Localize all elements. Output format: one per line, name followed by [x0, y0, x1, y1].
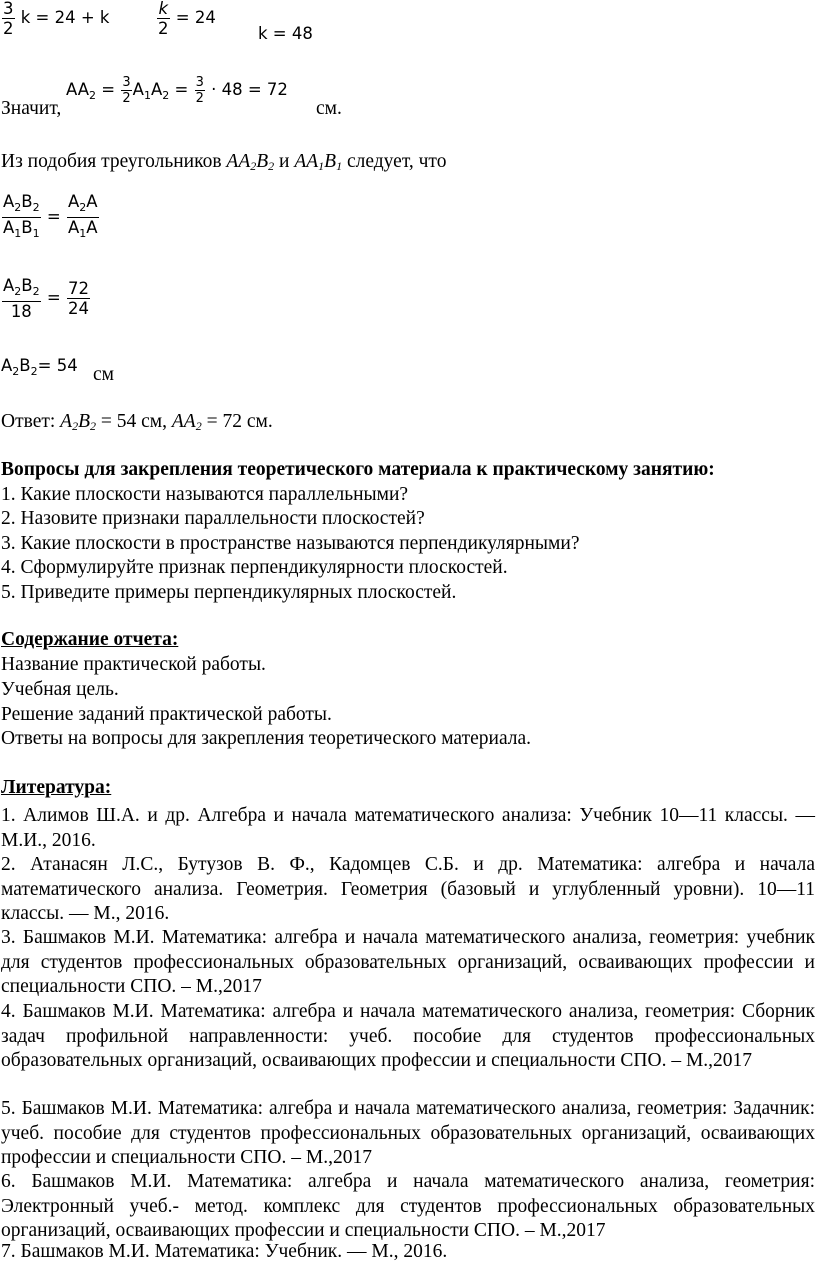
equation-k-2 [156, 0, 216, 37]
proportion-2: $\frac{A_2B_2}{18}$ = $\frac{72}{24}$ [3, 276, 89, 321]
therefore-formula: $AA_2$ = $\frac{3}{2}$ $A_1A_2$ = $\frac{3}{2}$ · 48 = 72 [66, 75, 288, 106]
literature-item-6: 6. Башмаков М.И. Математика: алгебра и начала математического анализа, геометрия: Электронный учеб.- метод. комплекс для студентов профессиональных образовательных организаций, осваивающих профессии и специальности СПО. – М.,2017 [1, 1171, 815, 1241]
fraction-3-2-small-2: $\frac{3}{2}$ [195, 75, 204, 106]
literature-item-2: 2. Атанасян Л.С., Бутузов В. Ф., Кадомцев С.Б. и др. Математика: алгебра и начала математического анализа. Геометрия. Геометрия (базовый и углубленный уровни). 10—11 классы. — М., 2016. [1, 854, 815, 924]
report-item: Решение заданий практической работы. [1, 704, 332, 725]
question-item: 4. Сформулируйте признак перпендикулярности плоскостей. [1, 557, 508, 578]
result-unit: см [93, 364, 114, 385]
fraction-3-2: $\frac{3}{2}$ [3, 0, 14, 38]
literature-item-4: 4. Башмаков М.И. Математика: алгебра и начала математического анализа, геометрия: Сборник задач профильной направленности: учеб. пособие для студентов профессиональных образовательных организаций, осваивающих профессии и специальности СПО. – М.,2017 [1, 1001, 815, 1071]
answer-line: Ответ: $A_2B_2 = 54$ см, $AA_2 = 72$ см. [1, 411, 273, 433]
therefore-label: Значит, [1, 98, 62, 119]
literature-item-5: 5. Башмаков М.И. Математика: алгебра и начала математического анализа, геометрия: Задачник: учеб. пособие для студентов профессиональных образовательных организаций, осваивающих профессии и специальности СПО. – М.,2017 [1, 1098, 815, 1168]
report-heading: Содержание отчета: [1, 629, 179, 650]
fraction-k-2: $\frac{k}{2}$ [158, 0, 169, 38]
fraction-3-2-small: $\frac{3}{2}$ [122, 75, 131, 106]
equation-rest: = 24 [175, 8, 216, 27]
report-item: Название практической работы. [1, 654, 266, 675]
question-item: 1. Какие плоскости называются параллельными? [1, 484, 409, 505]
equation-rest: k = 24 + k [20, 8, 110, 27]
equation-k-48: k = 48 [258, 24, 313, 43]
literature-item-7: 7. Башмаков М.И. Математика: Учебник. — М., 2016. [1, 1241, 448, 1262]
literature-heading: Литература: [1, 777, 112, 798]
similarity-sentence: Из подобия треугольников $AA_2B_2$ и $AA_1B_1$ следует, что [1, 151, 447, 173]
result-equation: $A_2B_2= 54$ [1, 356, 78, 378]
therefore-unit: см. [316, 98, 342, 119]
literature-item-3: 3. Башмаков М.И. Математика: алгебра и начала математического анализа, геометрия: учебник для студентов профессиональных образовательных организаций, осваивающих профессии и специальности СПО. – М.,2017 [1, 927, 815, 997]
equation-3-2-k [1, 0, 110, 37]
report-item: Ответы на вопросы для закрепления теоретического материала. [1, 728, 532, 749]
questions-heading: Вопросы для закрепления теоретического материала к практическому занятию: [1, 459, 715, 480]
literature-item-1: 1. Алимов Ш.А. и др. Алгебра и начала математического анализа: Учебник 10—11 классы. — М.И., 2016. [1, 805, 815, 851]
question-item: 3. Какие плоскости в пространстве называются перпендикулярными? [1, 533, 580, 554]
proportion-1: $\frac{A_2B_2}{A_1B_1}$ = $\frac{A_2A}{A_1A}$ [3, 192, 98, 240]
report-item: Учебная цель. [1, 679, 119, 700]
question-item: 2. Назовите признаки параллельности плоскостей? [1, 508, 425, 529]
question-item: 5. Приведите примеры перпендикулярных плоскостей. [1, 582, 457, 603]
